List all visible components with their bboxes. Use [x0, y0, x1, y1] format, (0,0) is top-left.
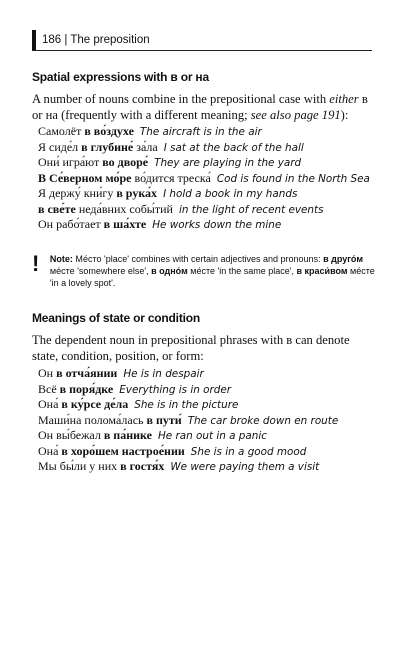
examples-spatial — [38, 124, 383, 233]
exclamation-icon: ! — [32, 251, 40, 276]
example-row: Она́ в хоро́шем настрое́нии She is in a good mood — [38, 443, 307, 458]
note-box — [32, 253, 377, 289]
header-bar — [32, 30, 36, 50]
example-row: Она́ в ку́рсе де́ла She is in the picture — [38, 397, 239, 411]
example-row: Он вы́бежал в па́нике He ran out in a panic — [38, 428, 267, 442]
section-heading-spatial: Spatial expressions with в or на — [32, 70, 209, 84]
example-row: в све́те неда́вних собы́тий in the light of recent events — [38, 201, 324, 216]
section-heading-state: Meanings of state or condition — [32, 311, 201, 325]
example-row: Самолёт в во́здухе The aircraft is in the air — [38, 124, 262, 138]
section-intro-spatial: A number of nouns combine in the prepositional case with either в or на (frequently with a different meaning; see also page 191): — [32, 92, 368, 122]
page-number-label: 186 | The preposition — [42, 34, 150, 46]
running-header — [32, 30, 372, 51]
example-row: Они́ игра́ют во дворе́ They are playing in the yard — [38, 155, 302, 169]
example-row: Я держу́ кни́гу в рука́х I hold a book in my hands — [38, 186, 298, 200]
example-row: В Се́верном мо́ре во́дится треска́ Cod is found in the North Sea — [38, 170, 370, 185]
note-text: Note: Ме́сто 'place' combines with certain adjectives and pronouns: в друго́м ме́сте 'somewhere else', в одно́м ме́сте 'in the same place', в краси́вом ме́сте 'in a lovely spot'. — [49, 254, 375, 288]
examples-state — [38, 366, 383, 475]
example-row: Я сиде́л в глубине́ за́ла I sat at the back of the hall — [38, 139, 304, 154]
example-row: Всё в поря́дке Everything is in order — [38, 381, 232, 396]
example-row: Он в отча́янии He is in despair — [38, 366, 204, 380]
section-intro-state: The dependent noun in prepositional phrases with в can denote state, condition, position, or form: — [32, 333, 350, 363]
example-row: Маши́на полома́лась в пути́ The car broke down en route — [38, 412, 339, 427]
example-row: Он рабо́тает в ша́хте He works down the mine — [38, 217, 282, 231]
example-row: Мы бы́ли у них в гостя́х We were paying them a visit — [38, 459, 320, 473]
